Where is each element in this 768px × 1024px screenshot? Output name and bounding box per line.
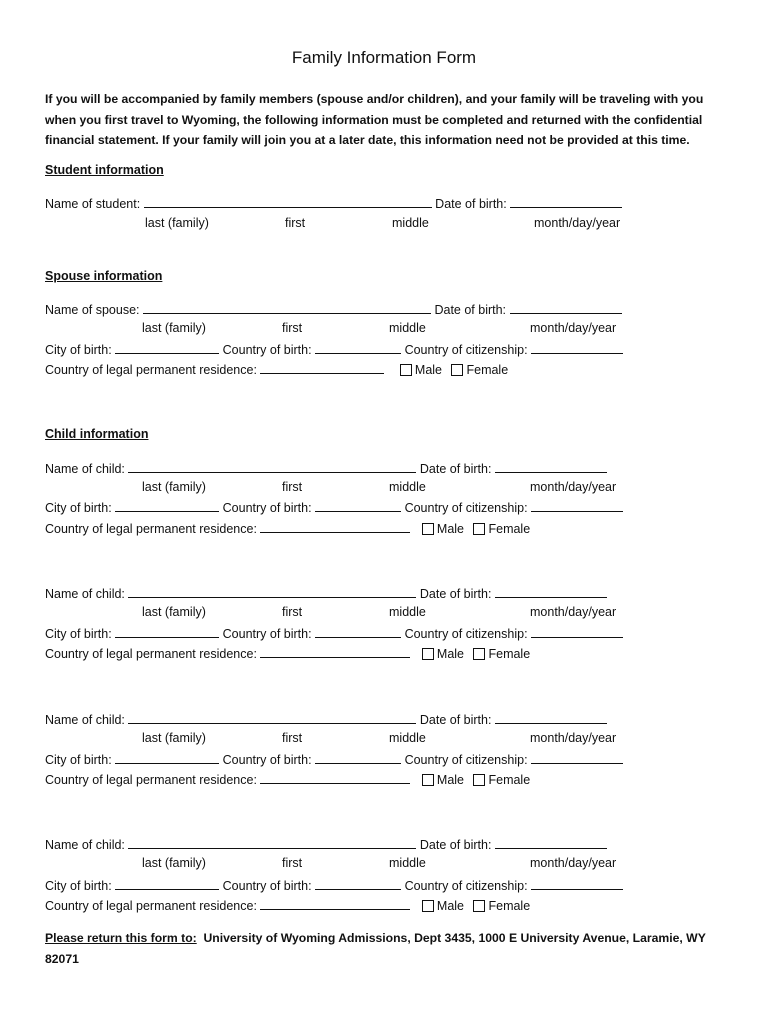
child-4-name-row — [45, 836, 607, 852]
spouse-name-label: Name of spouse: — [45, 303, 140, 317]
female-checkbox[interactable] — [473, 774, 485, 786]
spouse-dob-label: Date of birth: — [434, 303, 507, 317]
male-label: Male — [436, 899, 464, 913]
country-of-birth-label: Country of birth: — [222, 501, 312, 515]
child-dob-label: Date of birth: — [419, 587, 492, 601]
sublabel-last: last (family) — [142, 321, 206, 335]
city-of-birth-field[interactable] — [115, 341, 219, 354]
city-of-birth-field[interactable] — [115, 877, 219, 890]
child-dob-field[interactable] — [495, 585, 607, 598]
sublabel-middle: middle — [392, 216, 429, 230]
intro-paragraph: If you will be accompanied by family members (spouse and/or children), and your family will be traveling with you when you first travel to Wyoming, the following information must be completed and returned with the confidential financial statement. If your family will join you at a later date, this information need not be provided at this time. — [45, 92, 704, 147]
country-of-birth-label: Country of birth: — [222, 879, 312, 893]
student-heading: Student information — [45, 163, 164, 177]
child-dob-field[interactable] — [495, 460, 607, 473]
country-of-birth-field[interactable] — [315, 877, 401, 890]
country-of-citizenship-label: Country of citizenship: — [404, 501, 528, 515]
sublabel-first: first — [285, 216, 306, 230]
male-label: Male — [414, 363, 442, 377]
female-label: Female — [488, 899, 531, 913]
child-1-birth-row — [45, 499, 623, 515]
residence-label: Country of legal permanent residence: — [45, 647, 257, 661]
sublabel-middle: middle — [389, 321, 426, 335]
female-checkbox[interactable] — [473, 900, 485, 912]
sublabel-date: month/day/year — [530, 605, 617, 619]
sublabel-last: last (family) — [142, 856, 206, 870]
city-of-birth-label: City of birth: — [45, 501, 112, 515]
child-name-label: Name of child: — [45, 462, 125, 476]
child-name-field[interactable] — [128, 711, 416, 724]
country-of-birth-field[interactable] — [315, 341, 401, 354]
country-of-citizenship-field[interactable] — [531, 499, 623, 512]
female-checkbox[interactable] — [473, 523, 485, 535]
sublabel-date: month/day/year — [530, 731, 617, 745]
residence-field[interactable] — [260, 897, 410, 910]
return-address — [45, 928, 735, 969]
male-checkbox[interactable] — [400, 364, 412, 376]
child-3-residence-row — [45, 771, 530, 787]
child-3-name-row — [45, 711, 607, 727]
return-address-text: University of Wyoming Admissions, Dept 3435, 1000 E University Avenue, Laramie, WY 82071 — [45, 931, 706, 966]
country-of-citizenship-field[interactable] — [531, 877, 623, 890]
child-name-label: Name of child: — [45, 838, 125, 852]
male-label: Male — [436, 647, 464, 661]
city-of-birth-field[interactable] — [115, 751, 219, 764]
child-name-field[interactable] — [128, 460, 416, 473]
country-of-citizenship-label: Country of citizenship: — [404, 343, 528, 357]
city-of-birth-label: City of birth: — [45, 627, 112, 641]
spouse-name-row — [45, 301, 622, 317]
residence-label: Country of legal permanent residence: — [45, 363, 257, 377]
student-dob-label: Date of birth: — [435, 197, 507, 211]
male-label: Male — [436, 522, 464, 536]
sublabel-first: first — [282, 605, 303, 619]
residence-label: Country of legal permanent residence: — [45, 773, 257, 787]
female-checkbox[interactable] — [473, 648, 485, 660]
student-name-row — [45, 195, 622, 211]
male-checkbox[interactable] — [422, 648, 434, 660]
student-name-label: Name of student: — [45, 197, 141, 211]
female-label: Female — [488, 647, 531, 661]
city-of-birth-field[interactable] — [115, 499, 219, 512]
female-checkbox[interactable] — [451, 364, 463, 376]
spouse-residence-row — [45, 361, 508, 377]
male-checkbox[interactable] — [422, 523, 434, 535]
sublabel-date: month/day/year — [530, 321, 617, 335]
child-dob-label: Date of birth: — [419, 713, 492, 727]
child-dob-field[interactable] — [495, 836, 607, 849]
country-of-citizenship-label: Country of citizenship: — [404, 753, 528, 767]
sublabel-date: month/day/year — [534, 216, 621, 230]
spouse-dob-field[interactable] — [510, 301, 622, 314]
sublabel-middle: middle — [389, 856, 426, 870]
child-1-name-row — [45, 460, 607, 476]
student-dob-field[interactable] — [510, 195, 622, 208]
child-name-label: Name of child: — [45, 587, 125, 601]
sublabel-date: month/day/year — [530, 480, 617, 494]
residence-label: Country of legal permanent residence: — [45, 899, 257, 913]
child-dob-label: Date of birth: — [419, 838, 492, 852]
sublabel-last: last (family) — [145, 216, 209, 230]
residence-field[interactable] — [260, 520, 410, 533]
city-of-birth-label: City of birth: — [45, 343, 112, 357]
country-of-citizenship-field[interactable] — [531, 751, 623, 764]
spouse-birth-row — [45, 341, 623, 357]
country-of-citizenship-field[interactable] — [531, 625, 623, 638]
sublabel-middle: middle — [389, 731, 426, 745]
country-of-birth-label: Country of birth: — [222, 753, 312, 767]
country-of-birth-label: Country of birth: — [222, 343, 312, 357]
city-of-birth-field[interactable] — [115, 625, 219, 638]
child-3-birth-row — [45, 751, 623, 767]
male-checkbox[interactable] — [422, 774, 434, 786]
country-of-birth-field[interactable] — [315, 751, 401, 764]
page-title: Family Information Form — [291, 48, 477, 67]
female-label: Female — [488, 522, 531, 536]
country-of-citizenship-field[interactable] — [531, 341, 623, 354]
male-label: Male — [436, 773, 464, 787]
spouse-name-field[interactable] — [143, 301, 431, 314]
child-name-field[interactable] — [128, 836, 416, 849]
sublabel-first: first — [282, 731, 303, 745]
country-of-citizenship-label: Country of citizenship: — [404, 879, 528, 893]
student-name-field[interactable] — [144, 195, 432, 208]
city-of-birth-label: City of birth: — [45, 879, 112, 893]
country-of-birth-field[interactable] — [315, 625, 401, 638]
sublabel-last: last (family) — [142, 480, 206, 494]
residence-field[interactable] — [260, 361, 384, 374]
child-heading: Child information — [45, 427, 149, 441]
country-of-birth-field[interactable] — [315, 499, 401, 512]
sublabel-date: month/day/year — [530, 856, 617, 870]
sublabel-middle: middle — [389, 605, 426, 619]
child-2-residence-row — [45, 645, 530, 661]
child-dob-field[interactable] — [495, 711, 607, 724]
sublabel-last: last (family) — [142, 605, 206, 619]
city-of-birth-label: City of birth: — [45, 753, 112, 767]
sublabel-first: first — [282, 856, 303, 870]
child-4-residence-row — [45, 897, 530, 913]
country-of-citizenship-label: Country of citizenship: — [404, 627, 528, 641]
residence-field[interactable] — [260, 771, 410, 784]
child-dob-label: Date of birth: — [419, 462, 492, 476]
child-2-name-row — [45, 585, 607, 601]
male-checkbox[interactable] — [422, 900, 434, 912]
return-label: Please return this form to: — [45, 931, 197, 945]
residence-label: Country of legal permanent residence: — [45, 522, 257, 536]
country-of-birth-label: Country of birth: — [222, 627, 312, 641]
sublabel-first: first — [282, 480, 303, 494]
female-label: Female — [466, 363, 509, 377]
sublabel-first: first — [282, 321, 303, 335]
sublabel-last: last (family) — [142, 731, 206, 745]
spouse-heading: Spouse information — [45, 269, 163, 283]
female-label: Female — [488, 773, 531, 787]
child-4-birth-row — [45, 877, 623, 893]
child-name-label: Name of child: — [45, 713, 125, 727]
child-1-residence-row — [45, 520, 530, 536]
child-2-birth-row — [45, 625, 623, 641]
sublabel-middle: middle — [389, 480, 426, 494]
residence-field[interactable] — [260, 645, 410, 658]
child-name-field[interactable] — [128, 585, 416, 598]
